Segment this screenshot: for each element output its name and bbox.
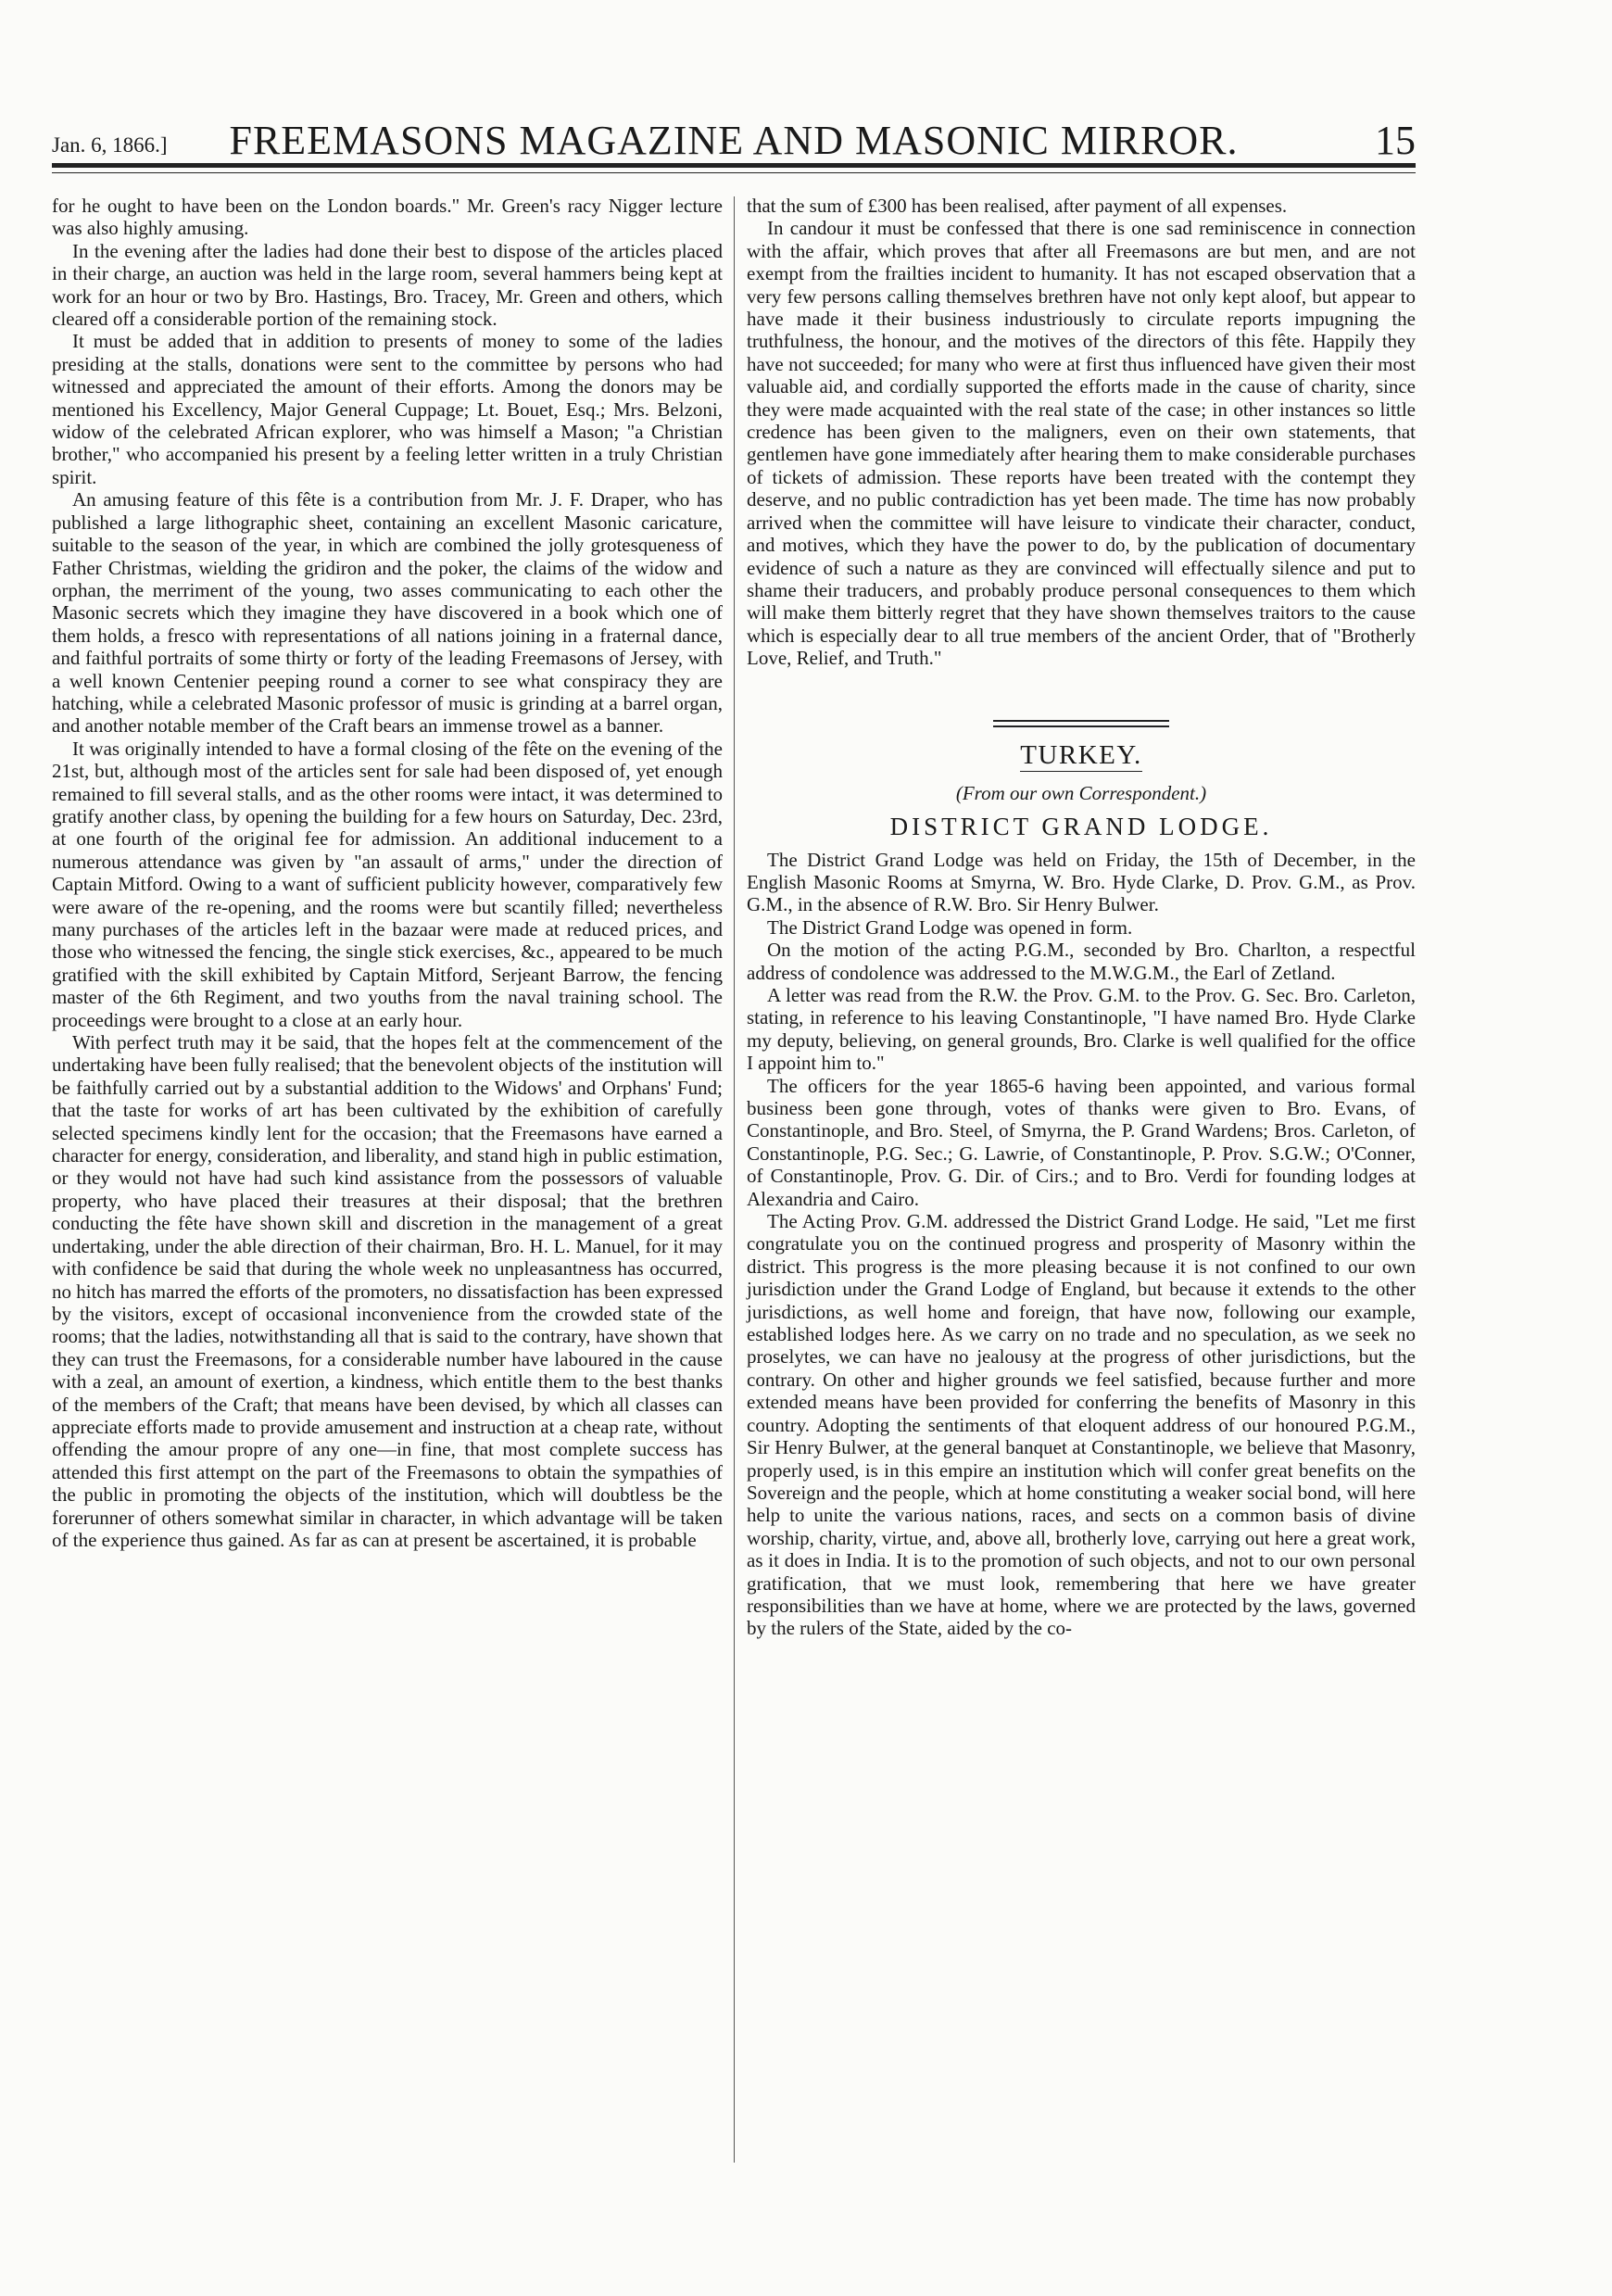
section-title-text: TURKEY.: [1020, 739, 1142, 770]
paragraph: In the evening after the ladies had done their best to dispose of the articles placed in their charge, an auction was held in the large room, several hammers being kept at work for an hour or two by Bro. Hastings, Bro. Tracey, Mr. Green and others, which cleared off a considerable portion of the remaining stock.: [52, 239, 723, 331]
paragraph: It must be added that in addition to presents of money to some of the ladies presiding at the stalls, donations were sent to the committee by persons who had witnessed and appreciated the amount of their efforts. Among the donors may be mentioned his Excellency, Major General Cuppage; Lt. Bouet, Esq.; Mrs. Belzoni, widow of the celebrated African explorer, who was himself a Mason; "a Christian brother," who accompanied his present by a feeling letter written in a truly Christian spirit.: [52, 330, 723, 488]
section-separator: [993, 720, 1169, 727]
separator-line: [993, 720, 1169, 722]
paragraph: With perfect truth may it be said, that the hopes felt at the commencement of the undertaking have been fully realised; that the benevolent objects of the institution will be faithfully carried out by a substantial addition to the Widows' and Orphans' Fund; that the taste for works of art has been cultivated by the exhibition of carefully selected specimens kindly lent for the occasion; that the Freemasons have earned a character for energy, consideration, and liberality, and stand high in public estimation, or they would not have had such kind assistance from the possessors of valuable property, who have placed their treasures at their disposal; that the brethren conducting the fête have shown skill and discretion in the management of a great undertaking, under the able direction of their chairman, Bro. H. L. Manuel, for it may with confidence be said that during the whole week no unpleasantness has occurred, no hitch has marred the efforts of the promoters, no dissatisfaction has been expressed by the visitors, except of occasional inconvenience from the crowded state of the rooms; that the ladies, notwithstanding all that is said to the contrary, have shown that they can trust the Freemasons, for a considerable number have laboured in the cause with a zeal, an amount of exertion, a kindness, which entitle them to the best thanks of the members of the Craft; that means have been devised, by which all classes can appreciate efforts made to provide amusement and instruction at a cheap rate, without offending the amour propre of any one—in fine, that most complete success has attended this first attempt on the part of the Freemasons to obtain the sympathies of the public in promoting the objects of the institution, which will doubtless be the forerunner of others somewhat similar in character, in which advantage will be taken of the experience thus gained. As far as can at present be ascertained, it is probable: [52, 1031, 723, 1551]
section-subtitle: (From our own Correspondent.): [955, 781, 1207, 804]
paragraph: that the sum of £300 has been realised, after payment of all expenses.: [747, 195, 1288, 217]
paragraph: The Acting Prov. G.M. addressed the District Grand Lodge. He said, "Let me first congratulate you on the continued progress and prosperity of Masonry within the district. This progress is the more pleasing because it is not confined to our own jurisdiction under the Grand Lodge of England, but because it extends to the other jurisdictions, as well home and foreign, that have now, following our example, established lodges here. As we carry on no trade and no speculation, as we seek no proselytes, we can have no jealousy at the progress of other jurisdictions, but the contrary. On other and higher grounds we feel satisfied, because further and more extended means have been provided for conferring the benefits of Masonry in this country. Adopting the sentiments of that eloquent address of our honoured P.G.M., Sir Henry Bulwer, at the general banquet at Constantinople, we believe that Masonry, properly used, is in this empire an institution which will confer great benefits on the Sovereign and the people, which at home constituting a weaker social bond, will here help to unite the various nations, races, and sects on a common basis of divine worship, charity, virtue, and, above all, brotherly love, carrying out here a great work, as it does in India. It is to the promotion of such objects, and not to our own personal gratification, that we must look, remembering that here we have greater responsibilities than we have at home, where we are protected by the laws, governed by the rulers of the State, aided by the co-: [747, 1210, 1416, 1640]
paragraph: for he ought to have been on the London boards." Mr. Green's racy Nigger lecture was also highly amusing.: [52, 195, 723, 240]
section-heading: DISTRICT GRAND LODGE.: [889, 812, 1273, 840]
paragraph: In candour it must be confessed that there is one sad reminiscence in connection with the affair, which proves that after all Freemasons are but men, and are not exempt from the frailties incident to humanity. It has not escaped observation that a very few persons calling themselves brethren have not only kept aloof, but appear to have made it their business industriously to circulate reports impugning the truthfulness, the honour, and the motives of the directors of this fête. Happily they have not succeeded; for many who were at first thus influenced have given their most valuable aid, and cordially supported the efforts made in the cause of charity, since they were made acquainted with the real state of the case; in other instances so little credence has been given to the maligners, even on their own statements, that gentlemen have gone immediately after hearing them to make considerable purchases of tickets of admission. These reports have been treated with the contempt they deserve, and no public contradiction has yet been made. The time has now probably arrived when the committee will have leisure to vindicate their character, conduct, and motives, which they have the power to do, by the publication of documentary evidence of such a nature as they are convinced will effectually silence and put to shame their traducers, and probably produce personal consequences to them which will make them bitterly regret that they have shown themselves traitors to the cause which is especially dear to all true members of the ancient Order, that of "Brotherly Love, Relief, and Truth.": [747, 217, 1416, 670]
separator-line: [993, 725, 1169, 727]
right-column: [747, 195, 1416, 1640]
paragraph: An amusing feature of this fête is a contribution from Mr. J. F. Draper, who has published a large lithographic sheet, containing an excellent Masonic caricature, suitable to the season of the year, in which are combined the jolly grotesqueness of Father Christmas, wielding the gridiron and the poker, the claims of the widow and orphan, the merriment of the young, two asses communicating to each other the Masonic secrets which they imagine they have discovered in a book which one of them holds, a fresco with representations of all nations joining in a fraternal dance, and faithful portraits of some thirty or forty of the leading Freemasons of Jersey, with a well known Centenier peeping round a corner to see what conspiracy they are hatching, while a celebrated Masonic professor of music is grinding at a barrel organ, and another notable member of the Craft bears an immense trowel as a banner.: [52, 488, 723, 738]
paragraph: The District Grand Lodge was opened in form.: [767, 915, 1133, 939]
magazine-title: FREEMASONS MAGAZINE AND MASONIC MIRROR.: [229, 118, 1239, 163]
paragraph: A letter was read from the R.W. the Prov. G.M. to the Prov. G. Sec. Bro. Carleton, stating, in reference to his leaving Constantinople, "I have named Bro. Hyde Clarke my deputy, believing, on general grounds, Bro. Clarke is well qualified for the office I appoint him to.": [747, 983, 1416, 1075]
page-header: [52, 117, 1416, 167]
page-number: 15: [1375, 118, 1416, 163]
header-rule-thick: [52, 163, 1416, 168]
left-column: [52, 195, 723, 1551]
column-divider: [734, 196, 735, 2163]
section-title: [747, 740, 1416, 771]
header-rule-thin: [52, 172, 1416, 173]
paragraph: On the motion of the acting P.G.M., seconded by Bro. Charlton, a respectful address of condolence was addressed to the M.W.G.M., the Earl of Zetland.: [747, 939, 1416, 984]
paragraph: The District Grand Lodge was held on Friday, the 15th of December, in the English Masonic Rooms at Smyrna, W. Bro. Hyde Clarke, D. Prov. G.M., as Prov. G.M., in the absence of R.W. Bro. Sir Henry Bulwer.: [747, 848, 1416, 916]
paragraph: The officers for the year 1865-6 having been appointed, and various formal business been gone through, votes of thanks were given to Bro. Evans, of Constantinople, and Bro. Steel, of Smyrna, the P. Grand Wardens; Bros. Carleton, of Constantinople, P.G. Sec.; G. Lawrie, of Constantinople, P. Prov. S.G.W.; O'Conner, of Constantinople, Prov. G. Dir. of Cirs.; and to Bro. Verdi for founding lodges at Alexandria and Cairo.: [747, 1074, 1416, 1210]
issue-date: Jan. 6, 1866.]: [52, 133, 168, 157]
paragraph: It was originally intended to have a formal closing of the fête on the evening of the 21st, but, although most of the articles sent for sale had been disposed of, yet enough remained to fill several stalls, and as the other rooms were intact, it was determined to gratify another class, by opening the building for a few hours on Saturday, Dec. 23rd, at one fourth of the original fee for admission. An additional inducement to a numerous attendance was given by "an assault of arms," under the direction of Captain Mitford. Owing to a want of sufficient publicity however, comparatively few were aware of the re-opening, and the rooms were but scantily filled; nevertheless many purchases of the articles left in the bazaar were made at reduced prices, and those who witnessed the fencing, the single stick exercises, &c., appeared to be much gratified with the skill exhibited by Captain Mitford, Serjeant Barrow, the fencing master of the 6th Regiment, and two youths from the naval training school. The proceedings were brought to a close at an early hour.: [52, 737, 723, 1031]
